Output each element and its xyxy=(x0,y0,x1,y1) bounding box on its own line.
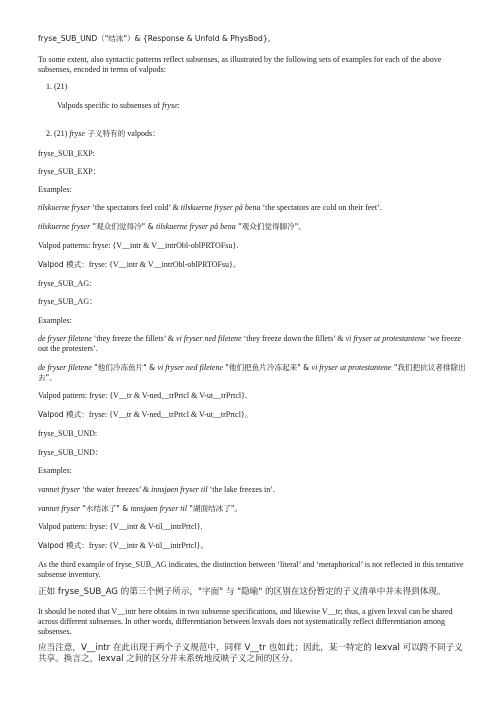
paragraph-intro: To some extent, also syntactic patterns reflect subsenses, as illustrated by the following sets of examples for each of the above subsenses, encoded in terms of valpods: xyxy=(38,55,442,74)
list-item-2: 2. (21) fryse 子义特有的 valpods： xyxy=(46,129,161,138)
paragraph-lexval-note: It should be noted that V__intr here obtains in two subsense specifications, and likewise V__tr; thus, a given lexval can be shared across different subsenses. In other words, differentiation between lexvals does not systematically reflect differentiation among subsenses. xyxy=(38,607,453,636)
paragraph-literal-metaphorical: As the third example of fryse_SUB_AG indicates, the distinction between ‘literal’ and ‘metaphorical’ is not reflected in this tentative subsense inventory. xyxy=(38,560,464,579)
label-sub-und: fryse_SUB_UND: xyxy=(38,429,98,438)
label-sub-und-zh: fryse_SUB_UND： xyxy=(38,448,103,457)
line-fryse-sub-und-heading: fryse_SUB_UND（"结冰"）& {Response & Unfold & PhysBod}。 xyxy=(38,34,276,43)
examples-label-3: Examples: xyxy=(38,466,72,475)
valpod-pattern-und: Valpod pattern: fryse: {V__intr & V-til__intrPrtcl}. xyxy=(38,522,203,531)
label-sub-ag: fryse_SUB_AG: xyxy=(38,279,92,288)
valpod-patterns-exp: Valpod patterns: fryse: {V__intr & V__intrObl-oblPRTOFsu}. xyxy=(38,241,239,250)
example-und-en: vannet fryser ‘the water freezes’ & innsjøen fryser til ‘the lake freezes in’. xyxy=(38,485,275,494)
label-sub-ag-zh: fryse_SUB_AG： xyxy=(38,297,98,306)
paragraph-lexval-note-zh: 应当注意，V__intr 在此出现于两个子义规范中，同样 V__tr 也如此；因此，某一特定的 lexval 可以跨不同子义共享。换言之，lexval 之间的区分并未系统地反映子义之间的区分。 xyxy=(38,643,463,664)
valpod-pattern-ag: Valpod pattern: fryse: {V__tr & V-ned__trPrtcl & V-ut__trPrtcl}. xyxy=(38,391,247,400)
examples-label: Examples: xyxy=(38,185,72,194)
valpod-pattern-ag-zh: Valpod 模式：fryse: {V__tr & V-ned__trPrtcl & V-ut__trPrtcl}。 xyxy=(38,410,253,419)
paragraph-literal-metaphorical-zh: 正如 fryse_SUB_AG 的第三个例子所示，"字面" 与 "隐喻" 的区别在这份暂定的子义清单中并未得到体现。 xyxy=(38,587,446,597)
example-ag-en: de fryser filetene ‘they freeze the fillets’ & vi fryser ned filetene ‘they freeze down the fillets’ & vi fryser ut protestantene ‘we freeze out the protesters’. xyxy=(38,334,462,353)
label-sub-exp: fryse_SUB_EXP: xyxy=(38,149,95,158)
list-item-1: 1. (21) xyxy=(46,82,68,91)
example-exp-zh: tilskuerne fryser "观众们觉得冷" & tilskuerne fryser på bena "观众们觉得脚冷"。 xyxy=(38,222,306,231)
label-sub-exp-zh: fryse_SUB_EXP： xyxy=(38,167,101,176)
example-und-zh: vannet fryser "水结冰了" & innsjøen fryser til "湖面结冰了"。 xyxy=(38,504,242,513)
example-exp-en: tilskuerne fryser ‘the spectators feel cold’ & tilskuerne fryser på bena ‘the spectators are cold on their feet’. xyxy=(38,203,382,212)
valpod-patterns-exp-zh: Valpod 模式：fryse: {V__intr & V__intrObl-oblPRTOFsu}。 xyxy=(38,260,241,269)
valpod-pattern-und-zh: Valpod 模式：fryse: {V__intr & V-til__intrPrtcl}。 xyxy=(38,541,209,550)
valpods-specific-line: Valpods specific to subsenses of fryse: xyxy=(57,101,180,110)
examples-label-2: Examples: xyxy=(38,316,72,325)
example-ag-zh: de fryser filetene "他们冷冻鱼片" & vi fryser ned filetene "他们把鱼片冷冻起来" & vi fryser ut protestantene "我们把抗议者排除出去"。 xyxy=(38,363,466,382)
